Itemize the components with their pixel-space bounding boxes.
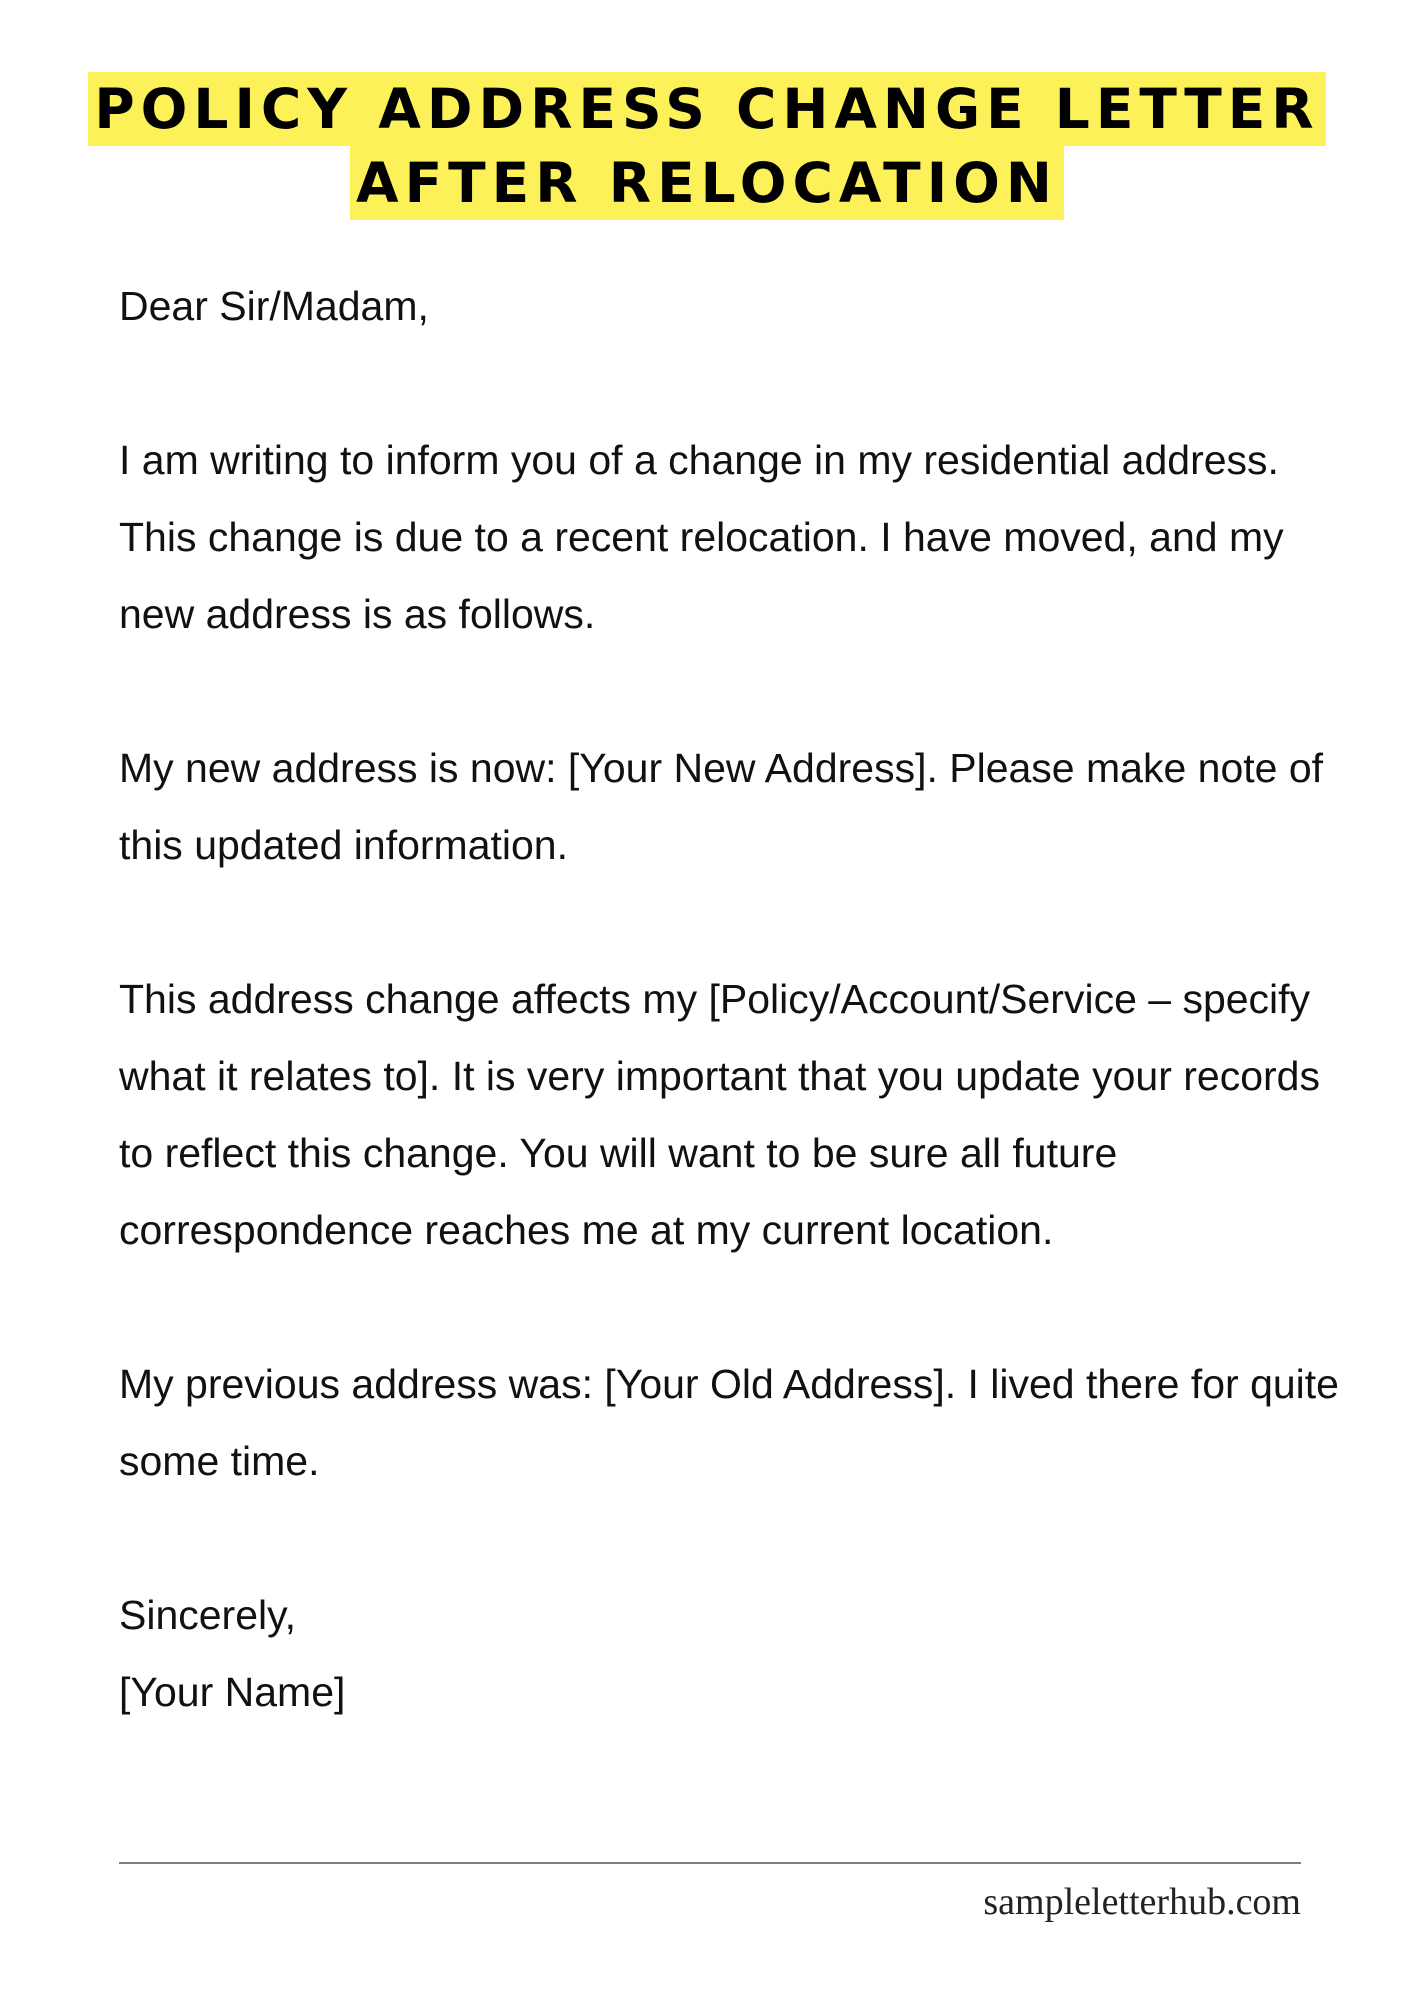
closing-block	[119, 1577, 1359, 1731]
salutation: Dear Sir/Madam,	[119, 283, 429, 329]
title-block	[0, 72, 1414, 220]
title-line-2: AFTER RELOCATION	[350, 146, 1064, 220]
paragraph-old-address: My previous address was: [Your Old Address]. I lived there for quite some time.	[119, 1361, 1339, 1484]
footer-site-name: sampleletterhub.com	[983, 1881, 1301, 1923]
footer-divider	[119, 1862, 1301, 1864]
signature: [Your Name]	[119, 1669, 346, 1715]
title-line-1: POLICY ADDRESS CHANGE LETTER	[88, 72, 1325, 146]
letter-body	[119, 268, 1359, 1731]
paragraph-affected-account: This address change affects my [Policy/Account/Service – specify what it relates to]. It is very important that you update your records to reflect this change. You will want to be sure all future correspondence reaches me at my current location.	[119, 976, 1320, 1253]
closing: Sincerely,	[119, 1592, 296, 1638]
paragraph-new-address: My new address is now: [Your New Address]. Please make note of this updated information.	[119, 745, 1324, 868]
paragraph-intro: I am writing to inform you of a change in my residential address. This change is due to a recent relocation. I have moved, and my new address is as follows.	[119, 437, 1284, 637]
